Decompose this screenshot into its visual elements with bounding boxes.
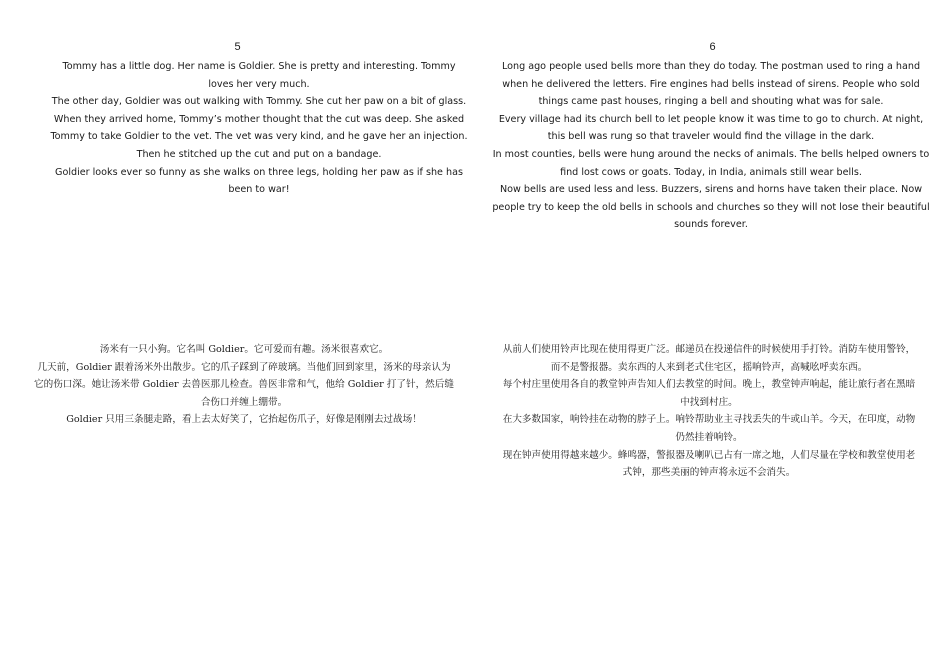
- english-paragraph: Goldier looks ever so funny as she walks on three legs, holding her paw as if she has been to war!: [55, 166, 463, 196]
- english-paragraph: Every village had its church bell to let people know it was time to go to church. At night, this bell was rung so that traveler would find the village in the dark.: [498, 113, 924, 143]
- chinese-paragraph: 汤米有一只小狗。它名叫 Goldier。它可爱而有趣。汤米很喜欢它。: [99, 344, 389, 355]
- page-number: 6: [709, 41, 716, 53]
- chinese-translation: [34, 341, 454, 429]
- english-paragraph: Now bells are used less and less. Buzzers, sirens and horns have taken their place. Now people try to keep the old bells in schools and churches so they will not lose their beautiful sounds forever.: [492, 184, 930, 231]
- chinese-paragraph: Goldier 只用三条腿走路，看上去太好笑了，它抬起伤爪子，好像是刚刚去过战场！: [66, 414, 422, 426]
- english-text: [489, 58, 933, 234]
- chinese-paragraph: 现在钟声使用得越来越少。蜂鸣器，警报器及喇叭已占有一席之地，人们尽量在学校和教堂使用老式钟，那些美丽的钟声将永远不会消失。: [502, 449, 916, 479]
- page-number: 5: [234, 41, 241, 53]
- chinese-paragraph: 从前人们使用铃声比现在使用得更广泛。邮递员在投递信件的时候使用手打铃。消防车使用警铃，而不是警报器。卖东西的人来到老式住宅区，摇响铃声，高喊吆呼卖东西。: [502, 344, 916, 373]
- english-paragraph: In most counties, bells were hung around the necks of animals. The bells helped owners to find lost cows or goats. Today, in India, animals still wear bells.: [492, 148, 930, 178]
- chinese-paragraph: 几天前，Goldier 跟着汤米外出散步。它的爪子踩到了碎玻璃。当他们回到家里，汤米的母亲认为它的伤口深。她让汤米带 Goldier 去兽医那儿检查。兽医非常和气，他给 Goldier 打了针，然后缝合伤口并缠上绷带。: [34, 361, 454, 408]
- english-paragraph: Long ago people used bells more than they do today. The postman used to ring a hand when he delivered the letters. Fire engines had bells instead of sirens. People who sold things came past houses, ringing a bell and shouting what was for sale.: [501, 61, 921, 108]
- chinese-paragraph: 每个村庄里使用各自的教堂钟声告知人们去教堂的时间。晚上，教堂钟声响起，能让旅行者在黑暗中找到村庄。: [502, 379, 916, 408]
- right-page: [475, 0, 950, 672]
- english-paragraph: Tommy has a little dog. Her name is Goldier. She is pretty and interesting. Tommy loves her very much.: [62, 61, 456, 90]
- english-text: [50, 58, 468, 199]
- chinese-paragraph: 在大多数国家，响铃挂在动物的脖子上。响铃帮助业主寻找丢失的牛或山羊。今天，在印度，动物仍然挂着响铃。: [502, 414, 916, 443]
- chinese-translation: [499, 341, 919, 482]
- english-paragraph: The other day, Goldier was out walking with Tommy. She cut her paw on a bit of glass. When they arrived home, Tommy’s mother thought that the cut was deep. She asked Tommy to take Goldier to the vet. The vet was very kind, and he gave her an injection. Then he stitched up the cut and put on a bandage.: [50, 96, 468, 160]
